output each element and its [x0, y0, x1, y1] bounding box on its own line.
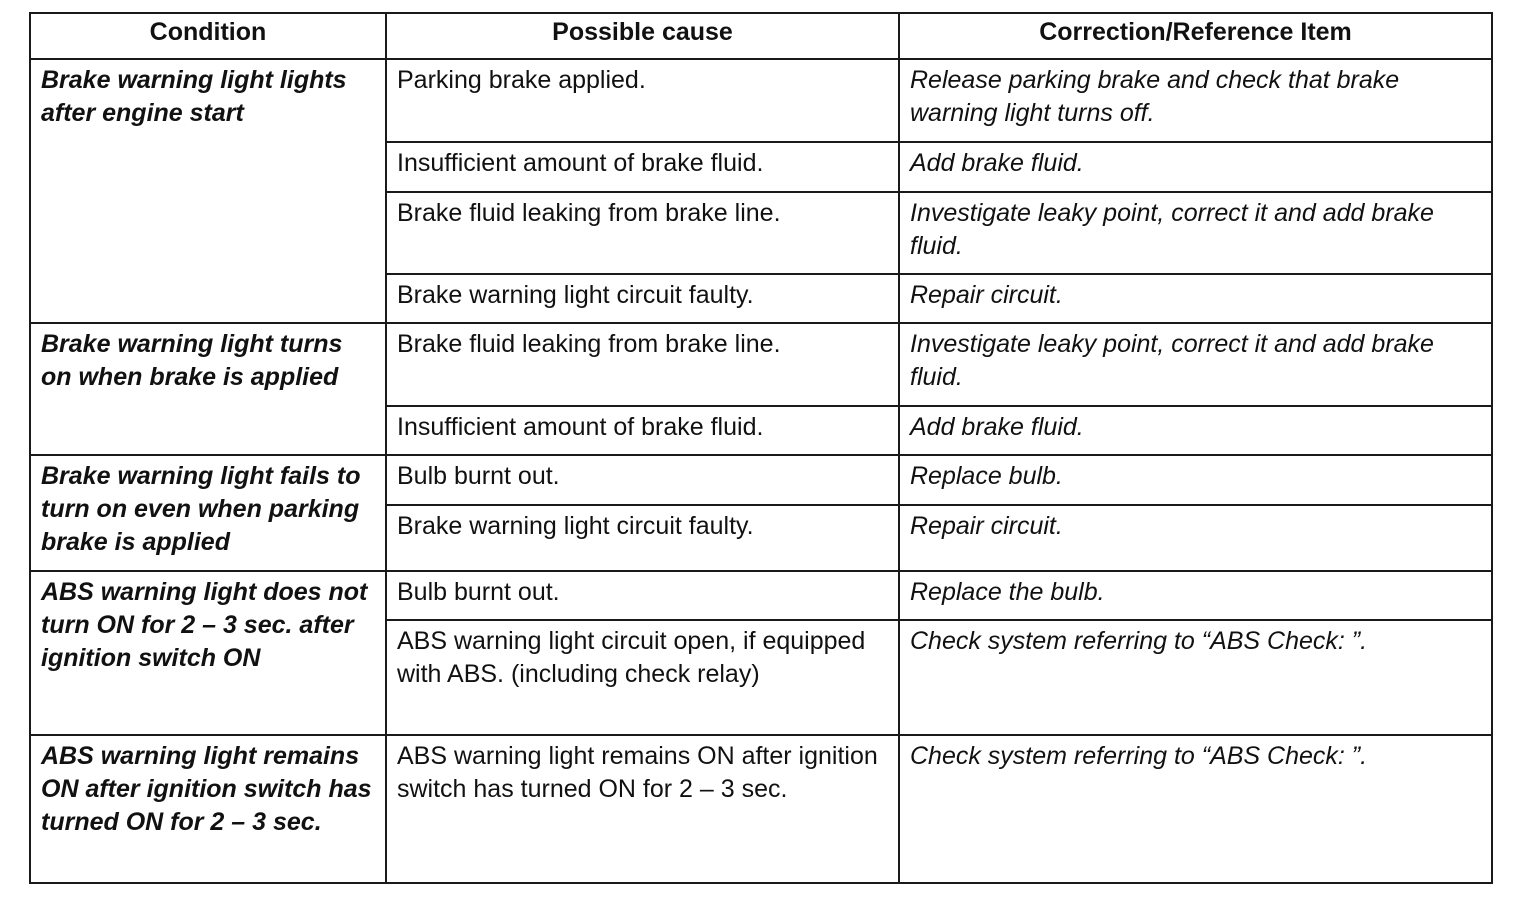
- condition-cell: Brake warning light fails to turn on even when parking brake is applied: [30, 455, 386, 571]
- cause-cell: Brake warning light circuit faulty.: [386, 274, 899, 323]
- condition-cell: Brake warning light lights after engine start: [30, 59, 386, 323]
- cause-cell: ABS warning light remains ON after ignition switch has turned ON for 2 – 3 sec.: [386, 735, 899, 883]
- header-correction: Correction/Reference Item: [899, 13, 1492, 59]
- table-row: [30, 455, 1492, 505]
- correction-cell: Add brake fluid.: [899, 406, 1492, 455]
- correction-cell: Repair circuit.: [899, 274, 1492, 323]
- correction-cell: Replace the bulb.: [899, 571, 1492, 620]
- correction-cell: Check system referring to “ABS Check: ”.: [899, 735, 1492, 883]
- correction-cell: Repair circuit.: [899, 505, 1492, 571]
- correction-cell: Investigate leaky point, correct it and add brake fluid.: [899, 192, 1492, 274]
- correction-cell: Add brake fluid.: [899, 142, 1492, 192]
- header-row: [30, 13, 1492, 59]
- cause-cell: Parking brake applied.: [386, 59, 899, 142]
- cause-cell: ABS warning light circuit open, if equipped with ABS. (including check relay): [386, 620, 899, 735]
- condition-cell: Brake warning light turns on when brake is applied: [30, 323, 386, 455]
- cause-cell: Insufficient amount of brake fluid.: [386, 406, 899, 455]
- cause-cell: Brake fluid leaking from brake line.: [386, 323, 899, 406]
- table-row: [30, 571, 1492, 620]
- condition-cell: ABS warning light remains ON after ignition switch has turned ON for 2 – 3 sec.: [30, 735, 386, 883]
- table-row: [30, 735, 1492, 883]
- table-row: [30, 323, 1492, 406]
- cause-cell: Insufficient amount of brake fluid.: [386, 142, 899, 192]
- correction-cell: Investigate leaky point, correct it and add brake fluid.: [899, 323, 1492, 406]
- header-possible-cause: Possible cause: [386, 13, 899, 59]
- header-condition: Condition: [30, 13, 386, 59]
- table-row: [30, 59, 1492, 142]
- condition-cell: ABS warning light does not turn ON for 2 – 3 sec. after ignition switch ON: [30, 571, 386, 735]
- cause-cell: Bulb burnt out.: [386, 571, 899, 620]
- troubleshooting-table: [29, 12, 1493, 884]
- correction-cell: Release parking brake and check that brake warning light turns off.: [899, 59, 1492, 142]
- correction-cell: Replace bulb.: [899, 455, 1492, 505]
- cause-cell: Bulb burnt out.: [386, 455, 899, 505]
- cause-cell: Brake fluid leaking from brake line.: [386, 192, 899, 274]
- correction-cell: Check system referring to “ABS Check: ”.: [899, 620, 1492, 735]
- cause-cell: Brake warning light circuit faulty.: [386, 505, 899, 571]
